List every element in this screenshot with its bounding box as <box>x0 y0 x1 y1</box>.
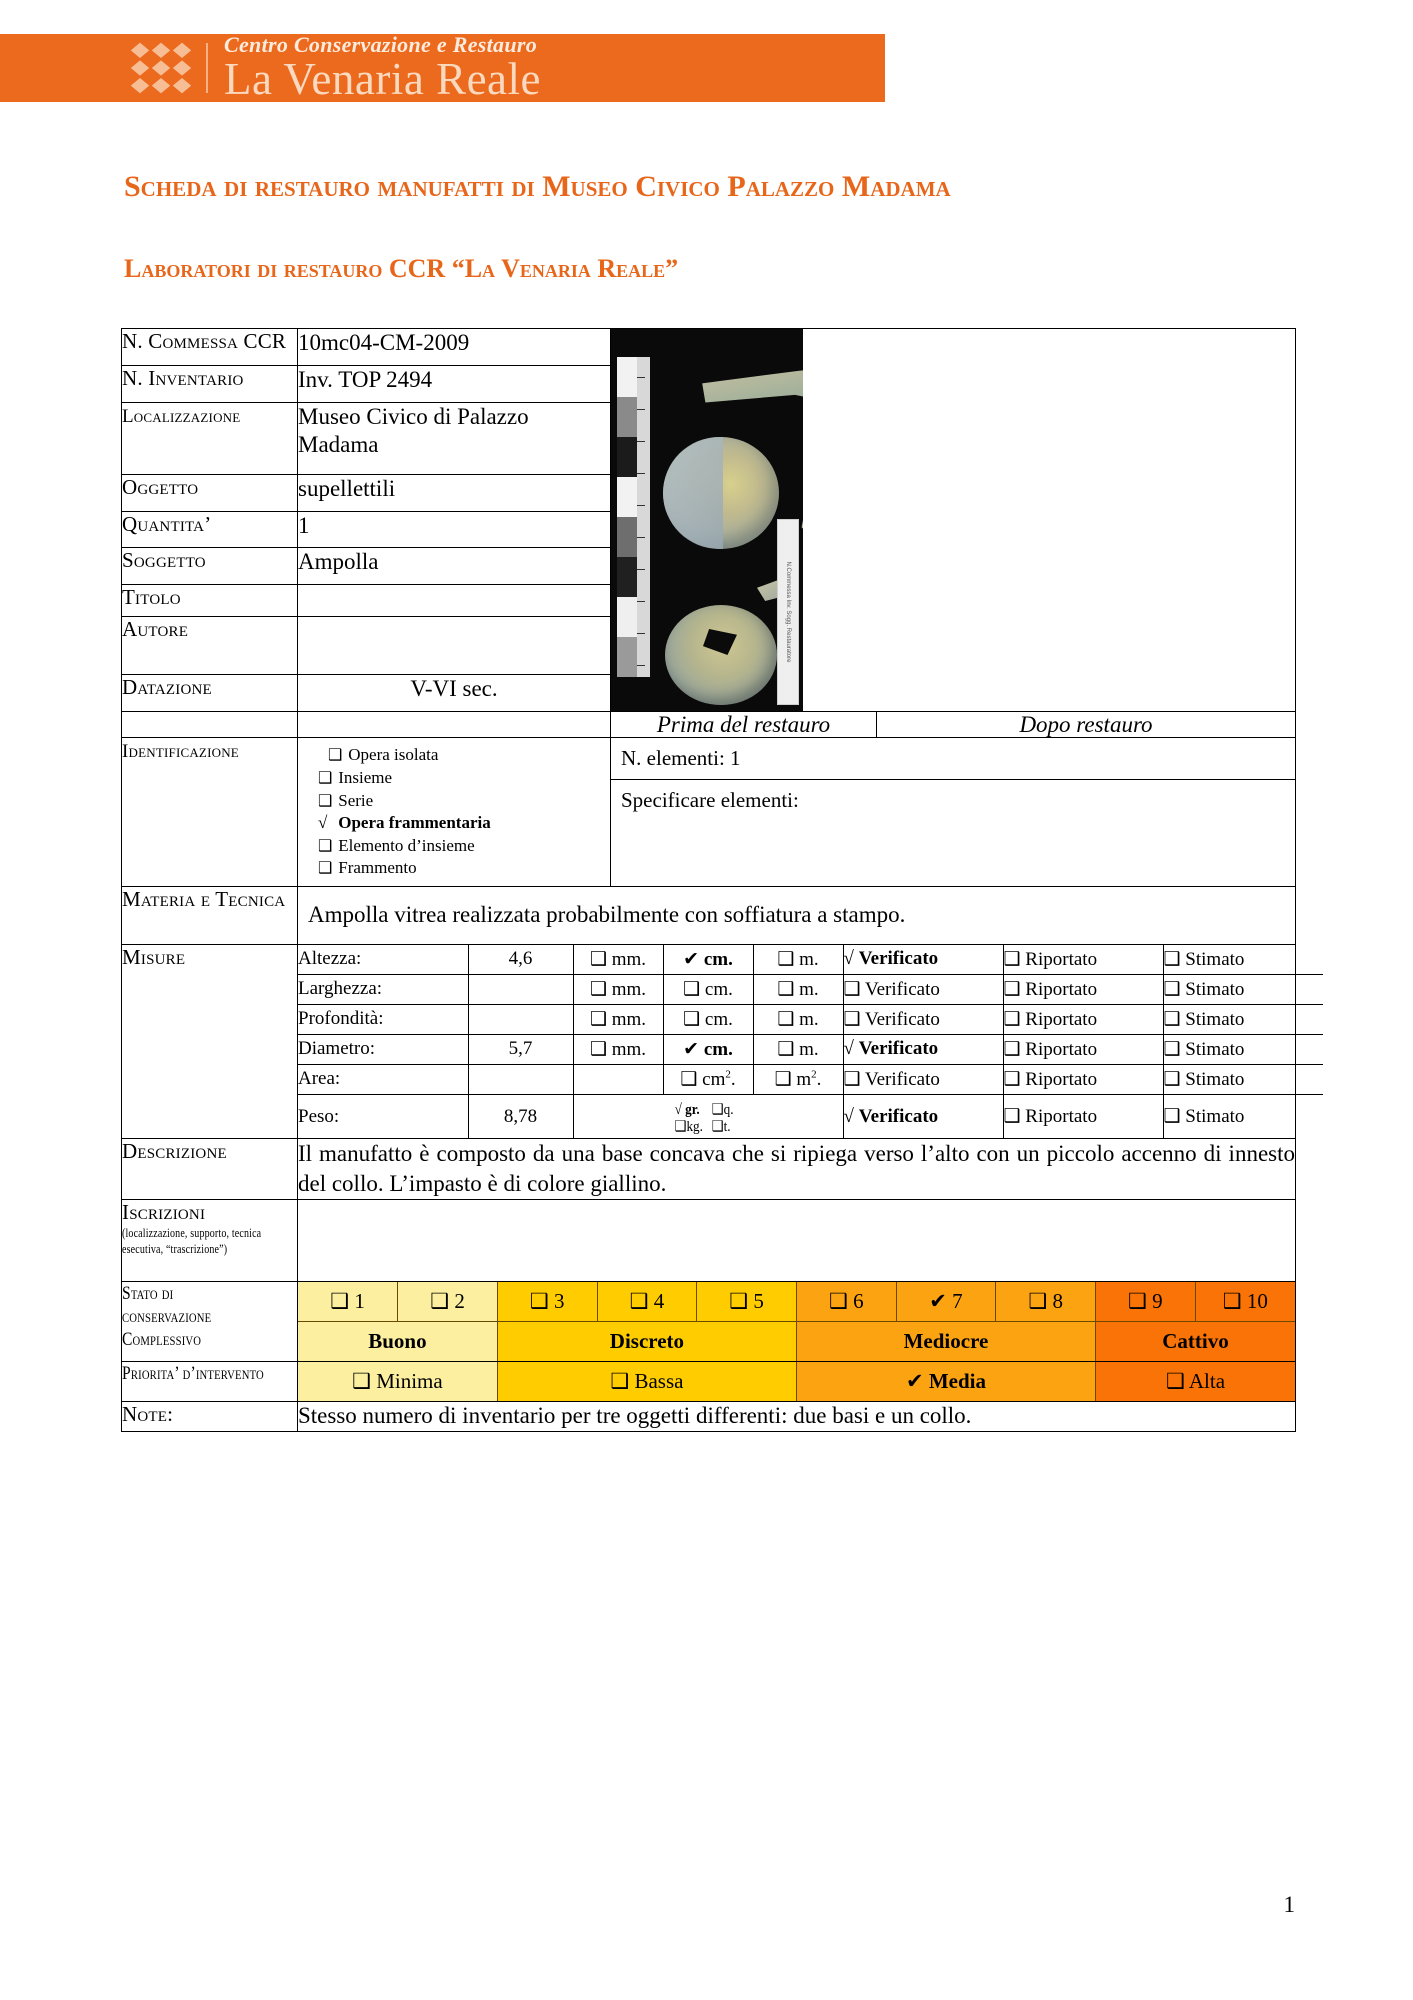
diamond-grid-logo-icon <box>130 42 192 94</box>
priorita-option-label: Bassa <box>634 1369 684 1394</box>
measure-status-option[interactable] <box>843 1064 1003 1094</box>
peso-unit-label: t. <box>723 1118 731 1135</box>
peso-unit-option[interactable] <box>711 1119 742 1136</box>
measure-status-option[interactable] <box>843 945 1003 975</box>
checkbox-icon[interactable]: ❑ <box>683 1008 705 1030</box>
measure-status-label: Stimato <box>1185 1068 1245 1090</box>
table-row-photo-captions <box>122 712 1296 738</box>
priorita-option[interactable] <box>497 1362 796 1401</box>
measure-unit-option[interactable] <box>663 1004 753 1034</box>
commessa-label: N. Commessa CCR <box>122 329 298 366</box>
stato-number-label: 8 <box>1052 1289 1063 1314</box>
identificazione-option-label: Insieme <box>334 767 393 787</box>
measure-status-label: Verificato <box>858 1038 939 1060</box>
measure-unit-label: cm. <box>703 1038 733 1060</box>
measure-status-label: Stimato <box>1185 1038 1245 1060</box>
measure-unit-label: m. <box>799 1008 819 1030</box>
note-value: Stesso numero di inventario per tre oggetti differenti: due basi e un collo. <box>298 1402 1296 1432</box>
peso-unit-option[interactable] <box>674 1119 711 1136</box>
measure-unit-option[interactable] <box>753 974 843 1004</box>
stato-number-label: 7 <box>952 1289 963 1314</box>
stato-number-label: 9 <box>1152 1289 1163 1314</box>
checkbox-icon[interactable]: ❑ <box>589 1008 612 1030</box>
stato-numbers-row <box>298 1282 1295 1322</box>
measure-unit-option[interactable] <box>663 1034 753 1064</box>
checkbox-icon[interactable]: ❑ <box>1003 948 1026 970</box>
peso-unit-label: q. <box>723 1101 734 1118</box>
measure-status-label: Verificato <box>864 1008 940 1030</box>
specificare-elementi[interactable]: Specificare elementi: <box>621 788 799 813</box>
brand-banner <box>0 31 885 104</box>
misure-grid <box>298 944 1296 1139</box>
stato-number-cell[interactable] <box>597 1282 697 1322</box>
priorita-option-label: Media <box>928 1369 986 1394</box>
measure-unit-label: cm. <box>704 978 733 1000</box>
identificazione-label: Identificazione <box>122 738 298 887</box>
table-row-priorita <box>122 1362 1296 1402</box>
caption-after: Dopo restauro <box>877 712 1296 738</box>
table-row-identificazione <box>122 738 1296 887</box>
measure-status-option[interactable] <box>1003 1034 1163 1064</box>
datazione-value: V-VI sec. <box>298 675 611 712</box>
identificazione-option[interactable] <box>312 744 610 767</box>
checkbox-icon[interactable]: ❑ <box>729 1289 754 1314</box>
table-row-iscrizioni <box>122 1200 1296 1282</box>
check-icon[interactable]: √ <box>843 948 859 970</box>
stato-number-label: 5 <box>753 1289 764 1314</box>
measure-name: Diametro: <box>298 1034 468 1064</box>
table-row-commessa <box>122 329 1296 366</box>
check-icon[interactable]: √ <box>843 1105 859 1127</box>
checkbox-icon[interactable]: ❑ <box>711 1101 724 1118</box>
table-row-descrizione <box>122 1139 1296 1200</box>
measure-status-label: Verificato <box>858 948 939 970</box>
page-number: 1 <box>1283 1892 1295 1917</box>
checkbox-icon[interactable]: ❑ <box>610 1369 635 1394</box>
measure-row <box>298 945 1323 975</box>
checkbox-icon[interactable]: ❑ <box>711 1118 724 1135</box>
checkbox-icon[interactable]: ❑ <box>777 1008 800 1030</box>
measure-unit-option[interactable] <box>663 974 753 1004</box>
descrizione-label: Descrizione <box>122 1139 298 1200</box>
localizzazione-value: Museo Civico di Palazzo Madama <box>298 402 611 474</box>
stato-number-cell[interactable] <box>1096 1282 1196 1322</box>
priorita-option-label: Alta <box>1188 1369 1226 1394</box>
measure-status-option[interactable] <box>843 974 1003 1004</box>
measure-unit-option[interactable] <box>573 945 663 975</box>
measure-unit-label: mm. <box>611 978 647 1000</box>
measure-name: Altezza: <box>298 945 468 975</box>
checkbox-icon[interactable]: ❑ <box>843 1008 865 1030</box>
identificazione-details <box>611 738 1296 887</box>
identificazione-option[interactable] <box>312 835 610 858</box>
measure-unit-option[interactable] <box>753 1034 843 1064</box>
titolo-label: Titolo <box>122 585 298 617</box>
stato-band-label: Cattivo <box>1096 1322 1296 1362</box>
soggetto-value: Ampolla <box>298 548 611 585</box>
checkbox-icon[interactable]: ❑ <box>1163 1008 1186 1030</box>
measure-status-option[interactable] <box>1163 1034 1323 1064</box>
measure-status-label: Riportato <box>1025 1038 1098 1060</box>
materia-label: Materia e Tecnica <box>122 886 298 944</box>
measure-value[interactable] <box>468 1064 573 1094</box>
measure-value[interactable] <box>468 974 573 1004</box>
measure-status-option[interactable] <box>1163 1094 1323 1138</box>
checkbox-icon[interactable]: ❑ <box>777 948 800 970</box>
priorita-option[interactable] <box>796 1362 1095 1401</box>
checkbox-icon[interactable]: ❑ <box>1003 1106 1026 1127</box>
table-row-materia <box>122 886 1296 944</box>
check-icon[interactable]: ✔ <box>683 948 704 970</box>
peso-unit-option[interactable] <box>674 1102 711 1119</box>
checkbox-icon[interactable]: ❑ <box>1003 978 1026 1000</box>
autore-label: Autore <box>122 617 298 675</box>
titolo-value[interactable] <box>298 585 611 617</box>
measure-status-option[interactable] <box>1163 945 1323 975</box>
materia-value: Ampolla vitrea realizzata probabilmente con soffiatura a stampo. <box>298 886 1296 944</box>
stato-label: Stato di conservazione Complessivo <box>122 1282 298 1362</box>
checkbox-icon[interactable]: ❑ <box>1163 978 1186 1000</box>
table-row-note <box>122 1402 1296 1432</box>
measure-unit-label: cm. <box>704 1008 733 1030</box>
photos-cell <box>611 329 1296 712</box>
measure-unit-label: m. <box>799 1038 819 1060</box>
checkbox-icon[interactable]: ❑ <box>1163 1038 1186 1060</box>
misure-label: Misure <box>122 944 298 1139</box>
check-icon[interactable]: ✔ <box>683 1038 704 1060</box>
checkbox-icon[interactable]: ❑ <box>1128 1289 1153 1314</box>
inventario-label: N. Inventario <box>122 365 298 402</box>
stato-number-label: 1 <box>354 1289 365 1314</box>
measure-unit-option[interactable] <box>573 974 663 1004</box>
stato-scale <box>298 1282 1296 1362</box>
measure-status-option[interactable] <box>843 1004 1003 1034</box>
measure-unit-option[interactable] <box>753 945 843 975</box>
measure-row <box>298 974 1323 1004</box>
stato-number-label: 10 <box>1246 1289 1268 1314</box>
checkbox-icon[interactable]: ❑ <box>589 948 612 970</box>
stato-number-cell[interactable] <box>796 1282 896 1322</box>
measure-unit-label: mm. <box>611 1008 647 1030</box>
checkbox-icon[interactable]: ❑ <box>328 747 343 765</box>
fragment-base-lower <box>665 605 777 705</box>
autore-value[interactable] <box>298 617 611 675</box>
stato-number-cell[interactable] <box>398 1282 498 1322</box>
identificazione-options <box>298 738 611 887</box>
measure-name: Area: <box>298 1064 468 1094</box>
caption-before: Prima del restauro <box>611 712 877 738</box>
banner-divider <box>206 43 208 93</box>
measure-value[interactable] <box>468 1004 573 1034</box>
page-subtitle: Laboratori di restauro CCR “La Venaria Reale” <box>124 254 679 283</box>
check-icon[interactable]: ✔ <box>929 1289 953 1314</box>
stato-number-cell[interactable] <box>697 1282 797 1322</box>
measure-status-option[interactable] <box>1003 974 1163 1004</box>
check-icon[interactable]: √ <box>318 813 328 833</box>
checkbox-icon[interactable]: ❑ <box>843 978 865 1000</box>
measure-status-label: Riportato <box>1025 978 1098 1000</box>
measure-status-label: Stimato <box>1185 1008 1245 1030</box>
checkbox-icon[interactable]: ❑ <box>318 769 333 787</box>
measure-value[interactable]: 5,7 <box>468 1034 573 1064</box>
measure-status-label: Stimato <box>1185 1106 1245 1127</box>
identificazione-option-label: Elemento d’insieme <box>334 835 475 855</box>
identificazione-option[interactable] <box>312 857 610 880</box>
checkbox-icon[interactable]: ❑ <box>777 1038 800 1060</box>
checkbox-icon[interactable]: ❑ <box>430 1289 455 1314</box>
datazione-label: Datazione <box>122 675 298 712</box>
measure-unit-label: cm. <box>703 948 733 970</box>
photo-label-strip-text: N.Commessa Inv. Sogg. Restauratore <box>784 561 791 663</box>
fragment-neck <box>699 367 803 415</box>
iscrizioni-value[interactable] <box>298 1200 1296 1282</box>
restoration-record-table <box>121 328 1296 1432</box>
checkbox-icon[interactable]: ❑ <box>674 1118 686 1135</box>
stato-band-label: Mediocre <box>796 1322 1095 1362</box>
measure-value[interactable]: 8,78 <box>468 1094 573 1138</box>
measure-unit-label: mm. <box>611 1038 647 1060</box>
checkbox-icon[interactable]: ❑ <box>683 978 705 1000</box>
page-title: Scheda di restauro manufatti di Museo Civico Palazzo Madama <box>124 170 951 203</box>
oggetto-value: supellettili <box>298 474 611 511</box>
measure-unit-label: m. <box>799 948 819 970</box>
stato-number-cell[interactable] <box>298 1282 398 1322</box>
measure-name: Peso: <box>298 1094 468 1138</box>
stato-number-label: 6 <box>853 1289 864 1314</box>
checkbox-icon[interactable]: ❑ <box>629 1289 654 1314</box>
identificazione-option-label: Frammento <box>334 858 417 878</box>
priorita-label: Priorita’ d’intervento <box>122 1362 298 1402</box>
measure-status-option[interactable] <box>1003 945 1163 975</box>
measure-unit-option[interactable] <box>753 1004 843 1034</box>
measure-unit-option[interactable] <box>663 945 753 975</box>
oggetto-label: Oggetto <box>122 474 298 511</box>
iscrizioni-label: Iscrizioni (localizzazione, supporto, tecnica esecutiva, “trascrizione”) <box>122 1200 298 1282</box>
checkbox-icon[interactable]: ❑ <box>777 978 800 1000</box>
measure-status-option[interactable] <box>1163 1064 1323 1094</box>
peso-unit-label: gr. <box>684 1101 700 1118</box>
stato-number-cell[interactable] <box>497 1282 597 1322</box>
identificazione-option-label: Opera frammentaria <box>334 813 491 833</box>
measure-unit-option[interactable] <box>753 1064 843 1094</box>
checkbox-icon[interactable]: ❑ <box>1003 1038 1026 1060</box>
descrizione-value: Il manufatto è composto da una base concava che si ripiega verso l’alto con un piccolo accenno di innesto del collo. L’impasto è di colore giallino. <box>298 1139 1296 1200</box>
measure-status-label: Verificato <box>864 978 940 1000</box>
measure-status-option[interactable] <box>1163 974 1323 1004</box>
checkbox-icon[interactable]: ❑ <box>843 1068 865 1090</box>
measure-status-option[interactable] <box>843 1034 1003 1064</box>
stato-number-label: 4 <box>653 1289 665 1314</box>
stato-number-cell[interactable] <box>996 1282 1096 1322</box>
measure-status-label: Verificato <box>858 1105 939 1127</box>
checkbox-icon[interactable]: ❑ <box>330 1289 355 1314</box>
measure-status-option[interactable] <box>1003 1004 1163 1034</box>
measure-value[interactable]: 4,6 <box>468 945 573 975</box>
measure-status-label: Riportato <box>1025 1008 1098 1030</box>
measure-status-option[interactable] <box>1003 1094 1163 1138</box>
quantita-value: 1 <box>298 511 611 548</box>
banner-title: La Venaria Reale <box>224 53 542 104</box>
stato-bands-row <box>298 1322 1295 1362</box>
peso-unit-label: kg. <box>686 1118 703 1135</box>
checkbox-icon[interactable]: ❑ <box>589 1038 612 1060</box>
measure-unit-label: m. <box>799 978 819 1000</box>
priorita-option[interactable] <box>298 1362 497 1401</box>
measure-unit-label: $cm^2$. <box>702 1068 736 1090</box>
photo-before-restoration <box>611 329 803 711</box>
priorita-option-label: Minima <box>376 1369 443 1394</box>
identificazione-option[interactable] <box>312 767 610 790</box>
priorita-option[interactable] <box>1096 1362 1296 1401</box>
checkbox-icon[interactable]: ❑ <box>774 1068 797 1090</box>
stato-number-label: 2 <box>454 1289 465 1314</box>
checkbox-icon[interactable]: ❑ <box>1165 1369 1189 1394</box>
checkbox-icon[interactable]: ❑ <box>529 1289 554 1314</box>
checkbox-icon[interactable]: ❑ <box>352 1369 377 1394</box>
stato-number-label: 3 <box>554 1289 565 1314</box>
measure-name: Profondità: <box>298 1004 468 1034</box>
checkbox-icon[interactable]: ❑ <box>1222 1289 1247 1314</box>
soggetto-label: Soggetto <box>122 548 298 585</box>
checkbox-icon[interactable]: ❑ <box>1163 1106 1186 1127</box>
measure-status-option[interactable] <box>843 1094 1003 1138</box>
table-row-stato-conservazione <box>122 1282 1296 1362</box>
check-icon[interactable]: √ <box>843 1038 859 1060</box>
measure-row <box>298 1064 1323 1094</box>
identificazione-option[interactable] <box>312 790 610 813</box>
measure-row <box>298 1034 1323 1064</box>
measure-status-label: Verificato <box>864 1068 940 1090</box>
measure-unit-option[interactable] <box>573 1064 663 1094</box>
quantita-label: Quantita’ <box>122 511 298 548</box>
identificazione-option-label: Serie <box>334 790 374 810</box>
peso-unit-grid[interactable] <box>573 1094 843 1138</box>
iscrizioni-sub-line1: (localizzazione, supporto, tecnica <box>122 1225 262 1240</box>
ruler-ticks <box>637 357 650 677</box>
measure-status-option[interactable] <box>1163 1004 1323 1034</box>
checkbox-icon[interactable]: ❑ <box>680 1068 703 1090</box>
measure-unit-label: $m^2$. <box>796 1068 822 1090</box>
measure-unit-option[interactable] <box>573 1004 663 1034</box>
banner-subtitle: Centro Conservazione e Restauro <box>224 31 538 57</box>
peso-unit-option[interactable] <box>711 1102 742 1119</box>
stato-number-cell[interactable] <box>1195 1282 1295 1322</box>
measure-unit-option[interactable] <box>663 1064 753 1094</box>
checkbox-icon[interactable]: ❑ <box>1163 1068 1186 1090</box>
measure-status-label: Riportato <box>1025 1068 1098 1090</box>
checkbox-icon[interactable]: ❑ <box>1003 1008 1026 1030</box>
measure-status-label: Riportato <box>1025 1106 1098 1127</box>
stato-band-label: Discreto <box>497 1322 796 1362</box>
stato-band-label: Buono <box>298 1322 497 1362</box>
identificazione-option[interactable] <box>312 812 610 835</box>
measure-row-peso <box>298 1094 1323 1138</box>
identificazione-option-label: Opera isolata <box>344 745 439 765</box>
measure-status-label: Stimato <box>1185 948 1245 970</box>
measure-status-label: Riportato <box>1025 948 1098 970</box>
measure-name: Larghezza: <box>298 974 468 1004</box>
measure-status-option[interactable] <box>1003 1064 1163 1094</box>
checkbox-icon[interactable]: ❑ <box>318 837 333 855</box>
photo-label-strip <box>777 519 799 705</box>
note-label: Note: <box>122 1402 298 1432</box>
inventario-value: Inv. TOP 2494 <box>298 365 611 402</box>
checkbox-icon[interactable]: ❑ <box>318 792 333 810</box>
checkbox-icon[interactable]: ❑ <box>1003 1068 1026 1090</box>
checkbox-icon[interactable]: ❑ <box>828 1289 854 1314</box>
n-elementi: N. elementi: 1 <box>611 738 1295 780</box>
check-icon[interactable]: √ <box>674 1101 685 1118</box>
check-icon[interactable]: ✔ <box>905 1369 929 1394</box>
measure-unit-label: mm. <box>611 948 647 970</box>
localizzazione-label: Localizzazione <box>122 402 298 474</box>
priorita-scale <box>298 1362 1296 1402</box>
iscrizioni-sub-line2: esecutiva, “trascrizione”) <box>122 1242 228 1257</box>
checkbox-icon[interactable]: ❑ <box>589 978 612 1000</box>
commessa-value: 10mc04-CM-2009 <box>298 329 611 366</box>
table-row-misure <box>122 944 1296 1139</box>
checkbox-icon[interactable]: ❑ <box>1163 948 1186 970</box>
fragment-base-upper-edge <box>663 437 723 549</box>
measure-unit-option[interactable] <box>573 1034 663 1064</box>
measure-status-label: Stimato <box>1185 978 1245 1000</box>
checkbox-icon[interactable]: ❑ <box>318 860 333 878</box>
measure-row <box>298 1004 1323 1034</box>
checkbox-icon[interactable]: ❑ <box>1028 1289 1053 1314</box>
stato-number-cell[interactable] <box>896 1282 996 1322</box>
priorita-options-row <box>298 1362 1295 1401</box>
